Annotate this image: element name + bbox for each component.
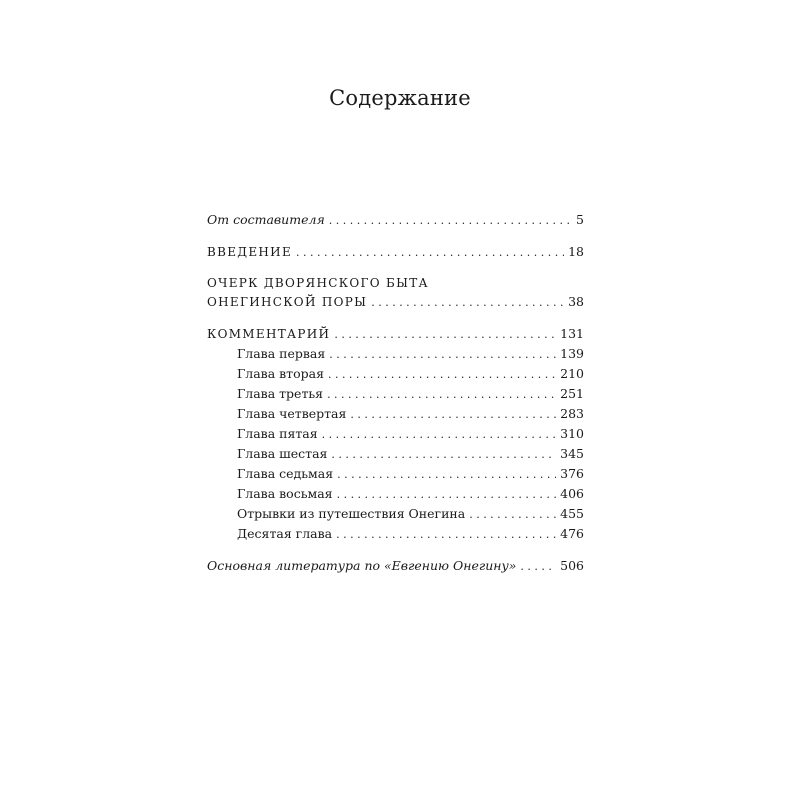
leader-dots (469, 505, 556, 525)
toc-entry-page: 376 (560, 466, 584, 481)
toc-entry-page: 38 (568, 294, 584, 309)
toc-entry-page: 131 (560, 326, 584, 341)
toc-entry-page: 406 (560, 486, 584, 501)
toc-entry-commentary[interactable] (207, 324, 584, 344)
toc-entry-page: 345 (560, 446, 584, 461)
leader-dots (327, 385, 556, 405)
page-title: Содержание (329, 86, 471, 110)
toc-entry-chapter-2[interactable] (207, 364, 584, 384)
toc-entry-chapter-5[interactable] (207, 424, 584, 444)
toc-entry-label: Глава пятая (237, 426, 318, 441)
toc-entry-label: Основная литература по «Евгению Онегину» (207, 558, 517, 573)
leader-dots (322, 425, 557, 445)
leader-dots (296, 243, 564, 263)
toc-entry-label: КОММЕНТАРИЙ (207, 327, 331, 341)
leader-dots (337, 485, 557, 505)
toc-entry-label: Глава вторая (237, 366, 324, 381)
toc-entry-chapter-1[interactable] (207, 344, 584, 364)
leader-dots (336, 525, 556, 545)
toc-entry-label: Глава третья (237, 386, 324, 401)
toc-entry-page: 251 (560, 386, 584, 401)
toc-entry-chapter-3[interactable] (207, 384, 584, 404)
toc-entry-label: Десятая глава (237, 526, 333, 541)
toc-entry-page: 455 (560, 506, 584, 521)
table-of-contents (207, 210, 584, 576)
toc-entry-page: 476 (560, 526, 584, 541)
toc-entry-from-compiler[interactable] (207, 210, 584, 230)
leader-dots (337, 465, 556, 485)
toc-entry-page: 506 (560, 558, 584, 573)
toc-entry-chapter-7[interactable] (207, 464, 584, 484)
leader-dots (334, 325, 556, 345)
toc-entry-page: 139 (560, 346, 584, 361)
toc-entry-label: Глава шестая (237, 446, 328, 461)
toc-entry-label: Отрывки из путешествия Онегина (237, 506, 466, 521)
toc-entry-label: Глава восьмая (237, 486, 333, 501)
toc-entry-bibliography[interactable] (207, 556, 584, 576)
toc-entry-page: 210 (560, 366, 584, 381)
toc-entry-page: 5 (576, 212, 584, 227)
leader-dots (520, 557, 556, 577)
toc-entry-chapter-6[interactable] (207, 444, 584, 464)
toc-entry-label: ВВЕДЕНИЕ (207, 245, 293, 259)
leader-dots (371, 293, 564, 313)
toc-entry-label: Глава четвертая (237, 406, 347, 421)
toc-entry-page: 283 (560, 406, 584, 421)
toc-entry-chapter-10[interactable] (207, 524, 584, 544)
leader-dots (329, 345, 556, 365)
toc-entry-page: 18 (568, 244, 584, 259)
toc-entry-label: ОНЕГИНСКОЙ ПОРЫ (207, 295, 368, 309)
leader-dots (350, 405, 556, 425)
toc-entry-onegin-journey[interactable] (207, 504, 584, 524)
leader-dots (329, 211, 572, 231)
toc-entry-label: Глава первая (237, 346, 326, 361)
toc-entry-label: От составителя (207, 212, 325, 227)
leader-dots (331, 445, 556, 465)
leader-dots (328, 365, 556, 385)
toc-entry-introduction[interactable] (207, 242, 584, 262)
toc-entry-label: Глава седьмая (237, 466, 334, 481)
toc-entry-chapter-4[interactable] (207, 404, 584, 424)
toc-entry-chapter-8[interactable] (207, 484, 584, 504)
toc-entry-essay[interactable] (207, 292, 584, 312)
toc-entry-label: ОЧЕРК ДВОРЯНСКОГО БЫТА (207, 276, 429, 290)
toc-entry-page: 310 (560, 426, 584, 441)
toc-entry-essay-line1[interactable] (207, 274, 584, 292)
